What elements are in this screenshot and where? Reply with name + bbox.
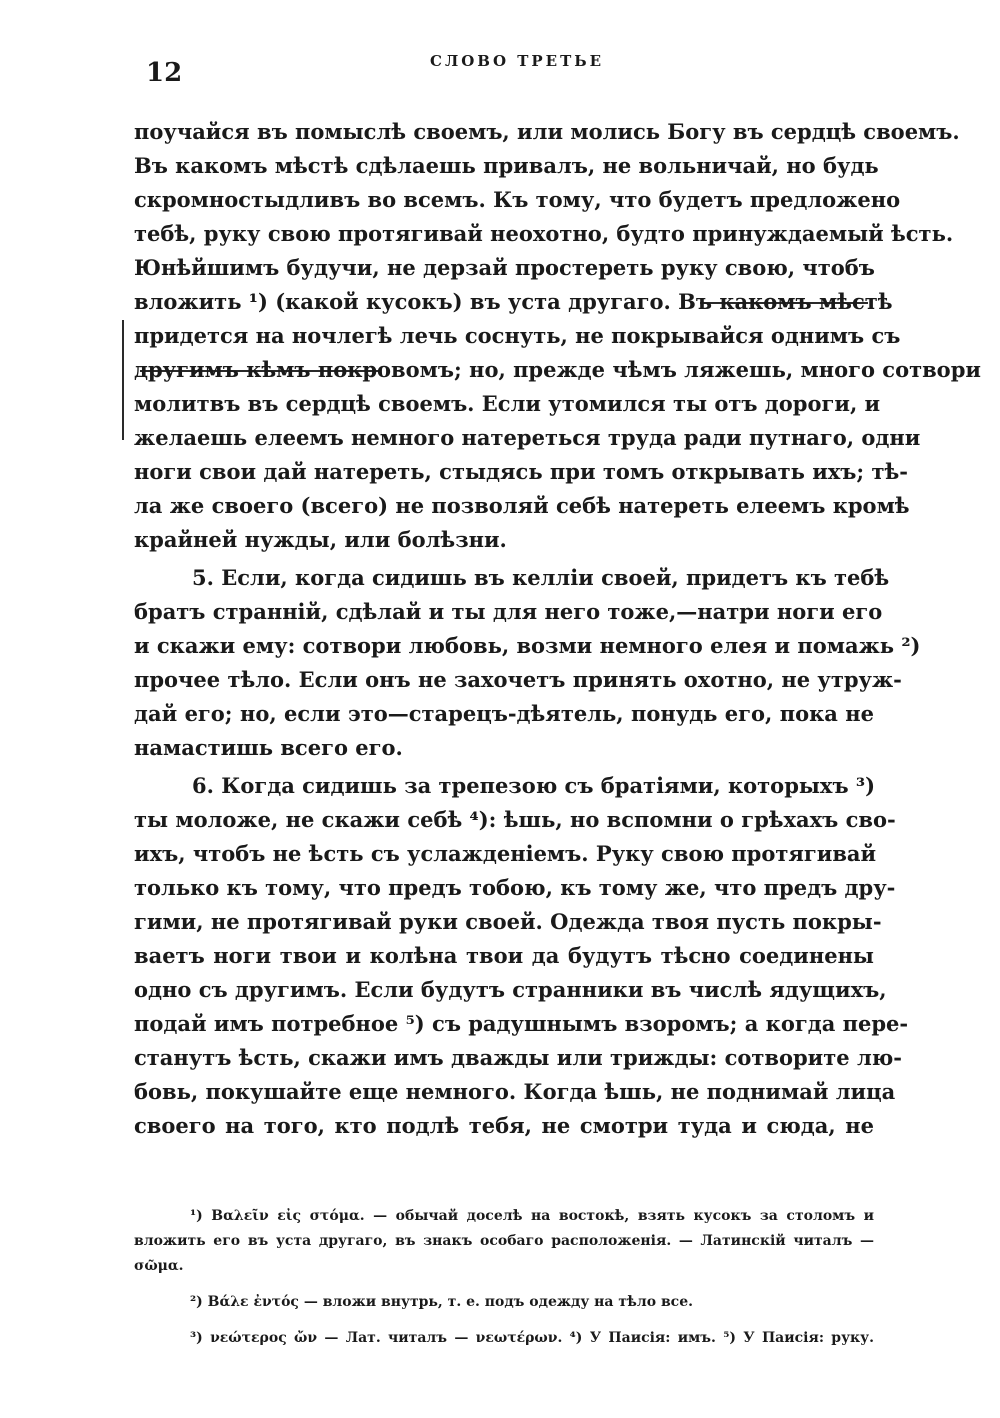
text-line: скромностыдливъ во всемъ. Къ тому, что будетъ предложено	[134, 187, 901, 212]
text-line: придется на ночлегѣ лечь соснуть, не покрывайся однимъ съ	[134, 323, 901, 348]
main-text	[134, 115, 981, 1143]
footnote-line: σῶμα.	[134, 1258, 184, 1274]
text-line: вложить ¹) (какой кусокъ) въ уста другаго. Въ какомъ мѣстѣ	[134, 289, 893, 314]
text-line: прочее тѣло. Если онъ не захочетъ принять охотно, не утруж-	[134, 667, 902, 692]
text-line: поучайся въ помыслѣ своемъ, или молись Богу въ сердцѣ своемъ.	[134, 119, 960, 144]
margin-pencil-mark	[122, 320, 124, 440]
text-line: бовь, покушайте еще немного. Когда ѣшь, не поднимай лица	[134, 1079, 896, 1104]
running-head: СЛОВО ТРЕТЬЕ	[430, 52, 605, 70]
text-line: братъ странній, сдѣлай и ты для него тоже,—натри ноги его	[134, 599, 883, 624]
footnote-line: ³) νεώτερος ὤν — Лат. читалъ — νεωτέρων. ⁴) У Паисія: имъ. ⁵) У Паисія: руку.	[190, 1330, 874, 1346]
text-line: другимъ кѣмъ покровомъ; но, прежде чѣмъ ляжешь, много сотвори	[134, 357, 981, 382]
text-line: ты моложе, не скажи себѣ ⁴): ѣшь, но вспомни о грѣхахъ сво-	[134, 807, 896, 832]
text-line: станутъ ѣсть, скажи имъ дважды или трижды: сотворите лю-	[134, 1045, 902, 1070]
text-line: ваетъ ноги твои и колѣна твои да будутъ тѣсно соединены	[134, 943, 874, 968]
text-line: крайней нужды, или болѣзни.	[134, 527, 507, 552]
text-line: тебѣ, руку свою протягивай неохотно, будто принуждаемый ѣсть.	[134, 221, 954, 246]
text-line: и скажи ему: сотвори любовь, возми немного елея и помажь ²)	[134, 633, 921, 658]
text-line: намастишь всего его.	[134, 735, 403, 760]
footnote-line: ²) Βάλε ἐντός — вложи внутрь, т. е. подъ одежду на тѣло все.	[190, 1294, 693, 1310]
footnote-line: ¹) Βαλεῖν εἰς στόμα. — обычай доселѣ на востокѣ, взять кусокъ за столомъ и	[190, 1208, 874, 1224]
page-number: 12	[146, 58, 183, 88]
text-line: Юнѣйшимъ будучи, не дерзай простереть руку свою, чтобъ	[134, 255, 875, 280]
footnotes	[134, 1204, 874, 1351]
text-line: гими, не протягивай руки своей. Одежда твоя пусть покры-	[134, 909, 882, 934]
text-line: Въ какомъ мѣстѣ сдѣлаешь привалъ, не вольничай, но будь	[134, 153, 879, 178]
text-line: дай его; но, если это—старецъ-дѣятель, понудь его, пока не	[134, 701, 874, 726]
footnote-line: вложить его въ уста другаго, въ знакъ особаго расположенія. — Латинскій читалъ —	[134, 1233, 874, 1249]
text-line: ноги свои дай натереть, стыдясь при томъ открывать ихъ; тѣ-	[134, 459, 908, 484]
paragraph-5-start: 5. Если, когда сидишь въ келліи своей, придетъ къ тебѣ	[192, 565, 890, 590]
paragraph-6-start: 6. Когда сидишь за трепезою съ братіями, которыхъ ³)	[192, 773, 876, 798]
text-line: молитвъ въ сердцѣ своемъ. Если утомился ты отъ дороги, и	[134, 391, 881, 416]
text-line: ихъ, чтобъ не ѣсть съ услажденіемъ. Руку свою протягивай	[134, 841, 877, 866]
text-line: желаешь елеемъ немного натереться труда ради путнаго, одни	[134, 425, 921, 450]
text-line: подай имъ потребное ⁵) съ радушнымъ взоромъ; а когда пере-	[134, 1011, 909, 1036]
text-line: только къ тому, что предъ тобою, къ тому же, что предъ дру-	[134, 875, 896, 900]
text-line: ла же своего (всего) не позволяй себѣ натереть елеемъ кромѣ	[134, 493, 910, 518]
text-line: одно съ другимъ. Если будутъ странники въ числѣ ядущихъ,	[134, 977, 887, 1002]
text-line: своего на того, кто подлѣ тебя, не смотри туда и сюда, не	[134, 1113, 874, 1138]
